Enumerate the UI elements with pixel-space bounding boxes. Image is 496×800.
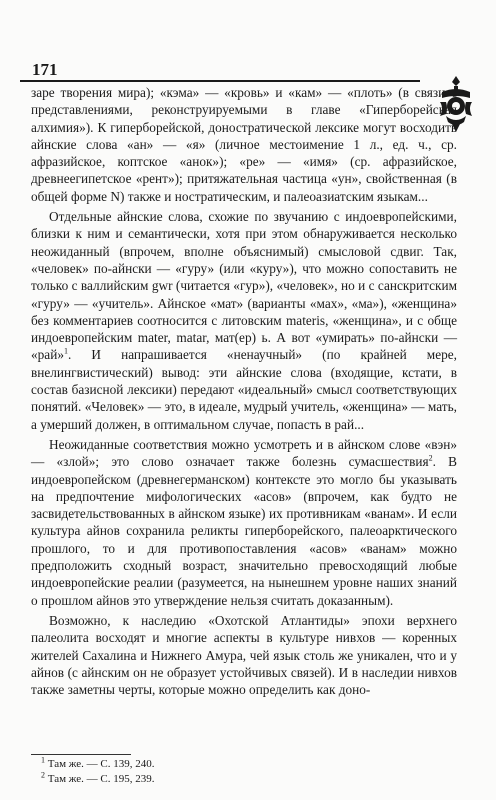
footnote-2 — [31, 769, 457, 787]
paragraph-2-text-continued: . И напрашивается «ненаучный» (по крайней мере, внелингвистический) вывод: эти айнские слова (входящие, кстати, в состав базисной лексики) передают «идеальный» смысл соответствующих понятий. «Человек» — это, в идеале, мудрый учитель, «женщина» — мать, а умерший должен, в оптимальном случае, попасть в рай... — [31, 347, 457, 432]
paragraph-4-text: Возможно, к наследию «Охотской Атлантиды» эпохи верхнего палеолита восходят и многие аспекты в культуре нивхов — коренных жителей Сахалина и Нижнего Амура, чей язык столь же уникален, что и у айнов (с айнским он не образует устойчивых связей). И в наследии нивхов также заметны черты, которые можно определить как доно- — [31, 612, 457, 698]
paragraph-3 — [31, 436, 457, 609]
paragraph-3-text: Неожиданные соответствия можно усмотреть и в айнском слове «вэн» — «злой»; это слово означает также болезнь сумасшествия — [31, 436, 457, 470]
footnote-divider — [31, 754, 131, 755]
paragraph-1 — [31, 84, 457, 205]
paragraph-2-text: Отдельные айнские слова, схожие по звучанию с индоевропейскими, близки к ним и семантически, хотя при этом обнаруживается несколько неожиданный (впрочем, вполне объяснимый) смысловой сдвиг. Так, «человек» по-айнски — «гуру» (или «куру»), что можно сопоставить не только с валлийским gwr (читается «гур»), «человек», но и с санскритским «гуру» — «учитель». Айнское «мат» (варианты «мах», «ма»), «женщина» без комментариев соотносится с литовским materis, «женщина», и с обще индоевропейским mater, matar, мат(ер) ь. А вот «умирать» по-айнски — «рай» — [31, 209, 457, 363]
main-text — [31, 84, 457, 698]
paragraph-4 — [31, 612, 457, 698]
paragraph-3-text-continued: . В индоевропейском (древнегерманском) контексте это могло бы указывать на предпочтение мифологических «асов» (впрочем, как будто не засвидетельствованных в айнском языке) их противникам «ванам». И если культура айнов сохранила реликты гиперборейского, палеоарктического прошлого, то и для противопоставления «асов» «ванам» можно предположить сходный возраст, значительно превосходящий любые индоевропейские реалии (разумеется, на нынешнем уровне наших знаний о прошлом айнов это утверждение нельзя считать доказанным). — [31, 454, 457, 608]
footnote-1-mark: 1 — [41, 755, 45, 765]
footnote-2-text: Там же. — С. 195, 239. — [45, 772, 155, 785]
page-number: 171 — [32, 60, 58, 79]
page-header — [20, 52, 478, 82]
footnote-ref-2[interactable]: 2 — [428, 453, 433, 463]
footnote-1 — [31, 757, 457, 772]
footnote-ref-1[interactable]: 1 — [63, 347, 68, 357]
footnote-2-mark: 2 — [41, 769, 45, 779]
footnotes — [31, 757, 457, 786]
header-rule — [20, 80, 420, 82]
paragraph-2 — [31, 208, 457, 433]
paragraph-1-text: заре творения мира); «кэма» — «кровь» и «кам» — «плоть» (в связи с представлениями, реконструируемыми в главе «Гиперборейская алхимия»). К гиперборейской, доностратической лексике могут восходить айнские слова «ан» — «я» (личное местоимение 1 л., ед. ч., ср. афразийское, коптское «анок»); «ре» — «имя» (ср. афразийское, древнеегипетское «рент»); притяжательная частица «ун», свойственная (в общей форме N) также и ностратическим, и палеоазиатским языкам... — [31, 85, 457, 204]
footnote-1-text: Там же. — С. 139, 240. — [45, 758, 155, 770]
